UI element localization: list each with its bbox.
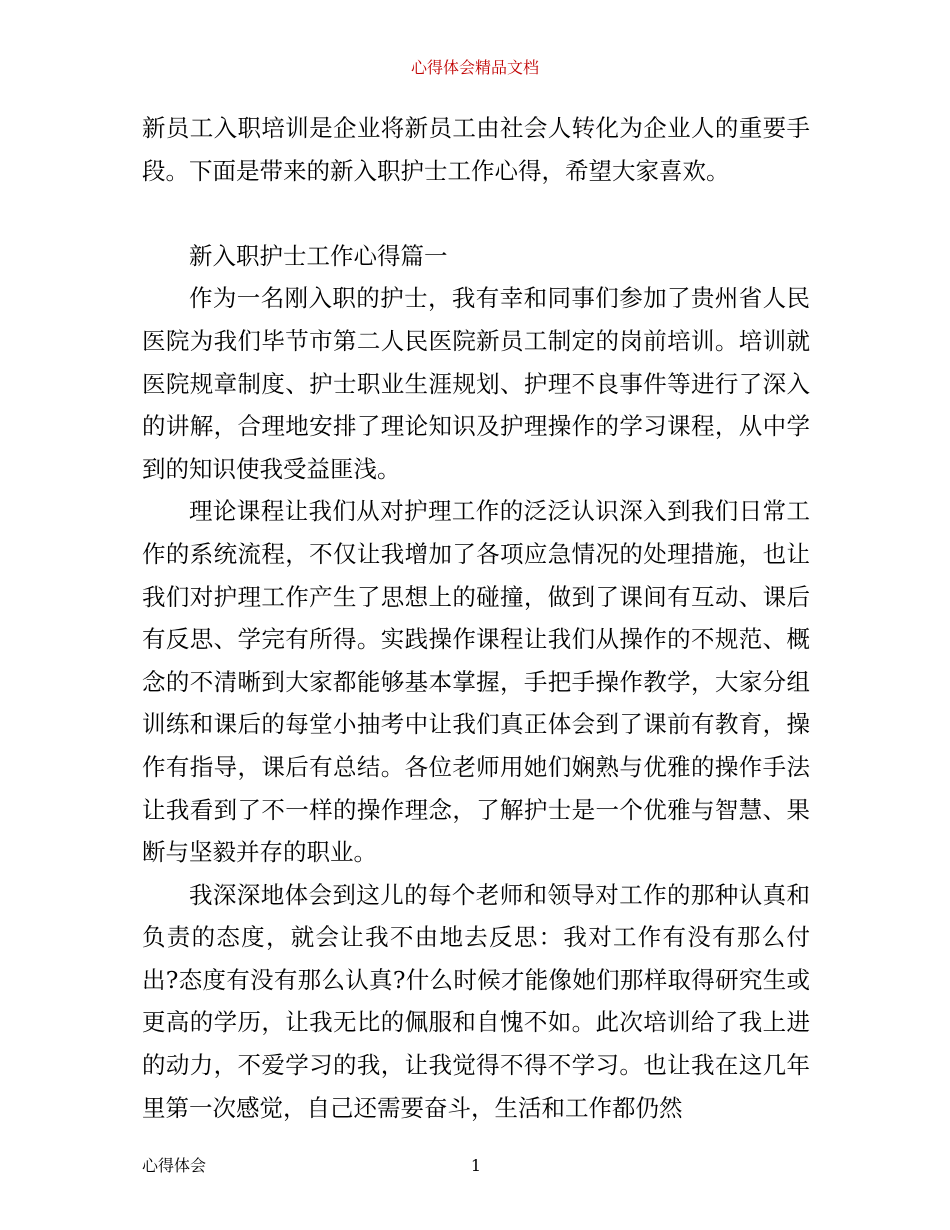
page-header-title: 心得体会精品文档: [410, 58, 539, 77]
section-title: 新入职护士工作心得篇一: [189, 241, 448, 270]
paragraph-spacer: [142, 192, 810, 235]
page-footer: [142, 1154, 810, 1178]
body-paragraph-3: 我深深地体会到这儿的每个老师和领导对工作的那种认真和负责的态度，就会让我不由地去反思：我对工作有没有那么付出?态度有没有那么认真?什么时候才能像她们那样取得研究生或更高的学历，让我无比的佩服和自愧不如。此次培训给了我上进的动力，不爱学习的我，让我觉得不得不学习。也让我在这几年里第一次感觉，自己还需要奋斗，生活和工作都仍然: [142, 880, 810, 1122]
footer-label: 心得体会: [142, 1156, 207, 1175]
document-body: [142, 107, 810, 1129]
body-paragraph-1: 作为一名刚入职的护士，我有幸和同事们参加了贵州省人民医院为我们毕节市第二人民医院新员工制定的岗前培训。培训就医院规章制度、护士职业生涯规划、护理不良事件等进行了深入的讲解，合理地安排了理论知识及护理操作的学习课程，从中学到的知识使我受益匪浅。: [142, 284, 810, 483]
page-number: 1: [470, 1156, 482, 1175]
body-paragraph-2: 理论课程让我们从对护理工作的泛泛认识深入到我们日常工作的系统流程，不仅让我增加了各项应急情况的处理措施，也让我们对护理工作产生了思想上的碰撞，做到了课间有互动、课后有反思、学完有所得。实践操作课程让我们从操作的不规范、概念的不清晰到大家都能够基本掌握，手把手操作教学，大家分组训练和课后的每堂小抽考中让我们真正体会到了课前有教育，操作有指导，课后有总结。各位老师用她们娴熟与优雅的操作手法让我看到了不一样的操作理念，了解护士是一个优雅与智慧、果断与坚毅并存的职业。: [142, 497, 810, 867]
intro-paragraph: 新员工入职培训是企业将新员工由社会人转化为企业人的重要手段。下面是带来的新入职护士工作心得，希望大家喜欢。: [142, 114, 810, 185]
